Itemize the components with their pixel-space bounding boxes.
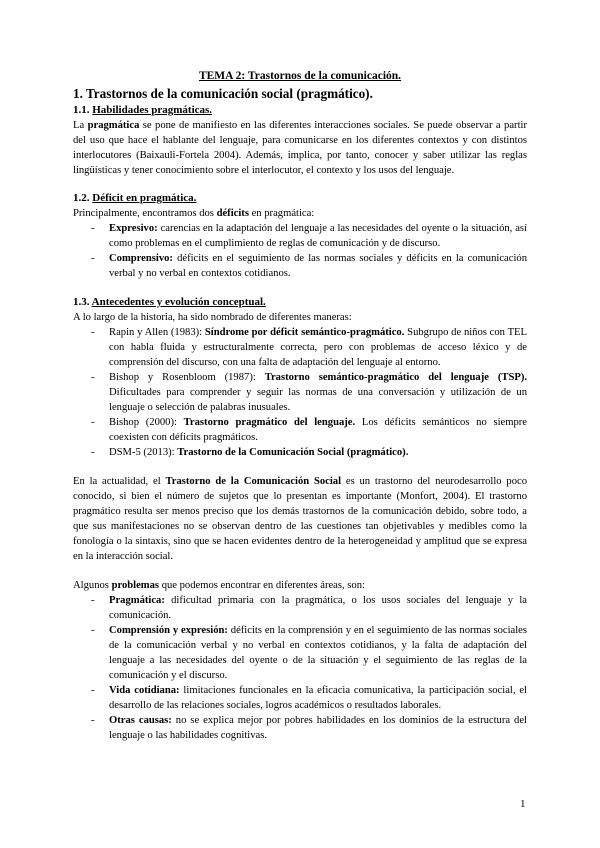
text-run: en pragmática: <box>248 208 315 219</box>
subsection-label: Déficit en pragmática. <box>92 192 197 204</box>
bold-term: Trastorno de la Comunicación Social <box>165 476 342 487</box>
bold-term: Trastorno semántico-pragmático del lenguaje (TSP). <box>264 372 527 383</box>
text-run: Principalmente, encontramos dos <box>73 208 217 219</box>
paragraph-history-intro: A lo largo de la historia, ha sido nombrado de diferentes maneras: <box>73 312 352 323</box>
text-run: se pone de manifiesto en las diferentes interacciones sociales. Se puede observar a partir del uso que hace el hablante del lenguaje, para comunicarse en los diferentes contextos y con distintos interlocutores (Baixauli-Fortela 2004). Además, implica, por tanto, conocer y saber utilizar las reglas lingüísticas y tener conocimiento sobre el interlocutor, el contexto y los usos del lenguaje. <box>73 120 527 176</box>
text-run: carencias en la adaptación del lenguaje a las necesidades del oyente o la situación, así como problemas en el cumplimiento de reglas de comunicación y de discurso. <box>109 223 527 249</box>
text-run: que podemos encontrar en diferentes áreas, son: <box>159 580 365 591</box>
list-item <box>109 713 527 743</box>
list-item <box>109 221 527 251</box>
bold-term: Expresivo: <box>109 223 158 234</box>
paragraph-problemas-intro <box>73 578 527 593</box>
bold-term: Trastorno de la Comunicación Social (pragmático). <box>177 447 409 458</box>
paragraph-deficits-intro <box>73 206 527 221</box>
text-run: La <box>73 120 88 131</box>
deficits-list <box>73 221 527 281</box>
list-item <box>109 593 527 623</box>
text-run: Bishop (2000): <box>109 417 184 428</box>
list-item <box>109 683 527 713</box>
bold-term: pragmática <box>87 120 140 131</box>
text-run: déficits en el seguimiento de las normas sociales y déficits en la comunicación verbal y no verbal en contextos cotidianos. <box>109 253 527 279</box>
subsection-number: 1.1. <box>73 104 90 116</box>
document-page <box>73 69 527 743</box>
list-item <box>109 445 527 460</box>
text-run: Bishop y Rosenbloom (1987): <box>109 372 265 383</box>
list-item <box>109 623 527 683</box>
document-title: TEMA 2: Trastornos de la comunicación. <box>198 70 402 82</box>
bold-term: Pragmática: <box>109 595 165 606</box>
subsection-number: 1.3. <box>73 296 90 308</box>
subsection-label: Antecedentes y evolución conceptual. <box>91 296 266 308</box>
text-run: Algunos <box>73 580 112 591</box>
text-run: Los déficits semánticos no siempre coexisten con déficits pragmáticos. <box>109 417 528 443</box>
bold-term: Comprensivo: <box>109 253 173 264</box>
bold-term: Vida cotidiana: <box>109 685 180 696</box>
page-number: 1 <box>520 798 526 810</box>
text-run: Subgrupo de niños con TEL con habla fluida y estructuralmente correcta, pero con problemas de acceso léxico y de comprensión del discurso, con una falta de adaptación del lenguaje al entorno. <box>109 327 527 368</box>
bold-term: Otras causas: <box>109 715 172 726</box>
bold-term: Comprensión y expresión: <box>109 625 228 636</box>
section-heading-1: 1. Trastornos de la comunicación social (pragmático). <box>73 86 373 101</box>
text-run: DSM-5 (2013): <box>109 447 178 458</box>
subsection-number: 1.2. <box>73 192 90 204</box>
bold-term: Trastorno pragmático del lenguaje. <box>183 417 356 428</box>
list-item <box>109 370 527 415</box>
subsection-heading-1-3 <box>73 295 527 310</box>
bold-term: problemas <box>111 580 160 591</box>
problemas-list <box>73 593 527 743</box>
text-run: Dificultades para comprender y seguir las normas de una conversación y utilización de un lenguaje o selección de palabras inusuales. <box>109 387 527 413</box>
history-list <box>73 325 527 460</box>
subsection-heading-1-1 <box>73 103 527 118</box>
text-run: En la actualidad, el <box>73 476 166 487</box>
list-item <box>109 415 527 445</box>
bold-term: déficits <box>216 208 249 219</box>
text-run: déficits en la comprensión y en el seguimiento de las normas sociales de la comunicación verbal y no verbal en contextos cotidianos, y la falta de adaptación del lenguaje a las necesidades del oyente o de la situación y el seguimiento de las reglas de la comunicación y el discurso. <box>109 625 527 681</box>
list-item <box>109 251 527 281</box>
list-item <box>109 325 527 370</box>
subsection-heading-1-2 <box>73 191 527 206</box>
text-run: es un trastorno del neurodesarrollo poco conocido, si bien el número de sujetos que lo presentan es importante (Monfort, 2004). El trastorno pragmático resulta ser menos preciso que los demás trastornos de la comunicación debido, sobre todo, a que sus manifestaciones no se observan dentro de las cuestiones tan objetivables y medibles como la fonología o la sintaxis, sino que se hacen evidentes dentro de la heterogeneidad y amplitud que se expresa en la interacción social. <box>73 476 527 562</box>
text-run: limitaciones funcionales en la eficacia comunicativa, la participación social, el desarrollo de las relaciones sociales, logros académicos o resultados laborales. <box>109 685 528 711</box>
text-run: Rapin y Allen (1983): <box>109 327 205 338</box>
bold-term: Síndrome por déficit semántico-pragmático. <box>204 327 405 338</box>
text-run: no se explica mejor por pobres habilidades en los dominios de la estructura del lenguaje o las habilidades cognitivas. <box>109 715 527 741</box>
paragraph-pragmatica <box>73 118 527 178</box>
paragraph-actualidad <box>73 474 527 564</box>
subsection-label: Habilidades pragmáticas. <box>92 104 213 116</box>
text-run: dificultad primaria con la pragmática, o los usos sociales del lenguaje y la comunicación. <box>109 595 527 621</box>
